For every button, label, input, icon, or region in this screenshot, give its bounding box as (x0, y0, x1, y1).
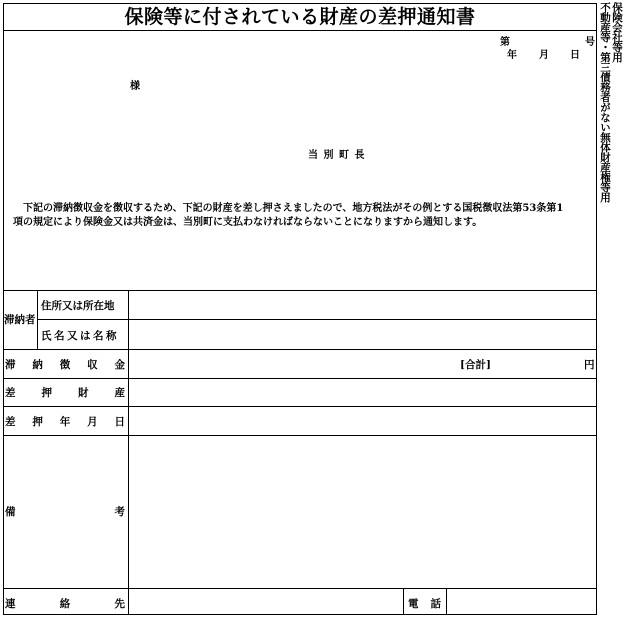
remarks-rule (3, 588, 597, 589)
notice-body (13, 202, 573, 230)
date-label: 差 押 年 月 日 (5, 416, 125, 428)
amount-label: 滞 納 徴 収 金 (5, 359, 125, 371)
date-day: 日 (570, 50, 580, 61)
delinquent-rule (3, 349, 597, 350)
phone-label-right-rule (446, 588, 447, 615)
title-rule (3, 30, 597, 31)
date-rule (3, 435, 597, 436)
property-rule (3, 406, 597, 407)
number-prefix: 第 (500, 37, 510, 48)
contact-label: 連 絡 先 (5, 598, 125, 610)
side-label-left: 不動産等・第三債務者がない無体財産権等用 (599, 2, 611, 202)
address-label: 住所又は所在地 (41, 300, 115, 312)
date-month: 月 (539, 50, 549, 61)
phone-label: 電 話 (408, 598, 441, 610)
issuer: 当 別 町 長 (308, 150, 366, 161)
phone-label-left-rule (403, 588, 404, 615)
delinquent-column-rule (37, 290, 38, 349)
total-label: [合計] (460, 359, 491, 371)
side-label-right: 保険会社等用 (611, 2, 623, 62)
currency-label: 円 (584, 359, 595, 371)
label-column-rule (128, 290, 129, 615)
date-year: 年 (507, 50, 517, 61)
remarks-label: 備 考 (5, 506, 125, 518)
notice-body-text: 下記の滞納徴収金を徴収するため、下記の財産を差し押さえましたので、地方税法がその例とする国税徴収法第53条第1項の規定により保険金又は共済金は、当別町に支払わなければならないことになりますから通知します。 (13, 203, 564, 228)
property-label: 差 押 財 産 (5, 387, 125, 399)
delinquent-label: 滞納者 (4, 314, 36, 326)
name-label: 氏名又は名称 (41, 330, 119, 342)
header-rule (3, 290, 597, 291)
address-rule (37, 319, 597, 320)
form-title: 保険等に付されている財産の差押通知書 (124, 6, 476, 28)
addressee-suffix: 様 (130, 81, 140, 92)
number-suffix: 号 (585, 37, 595, 48)
amount-rule (3, 378, 597, 379)
